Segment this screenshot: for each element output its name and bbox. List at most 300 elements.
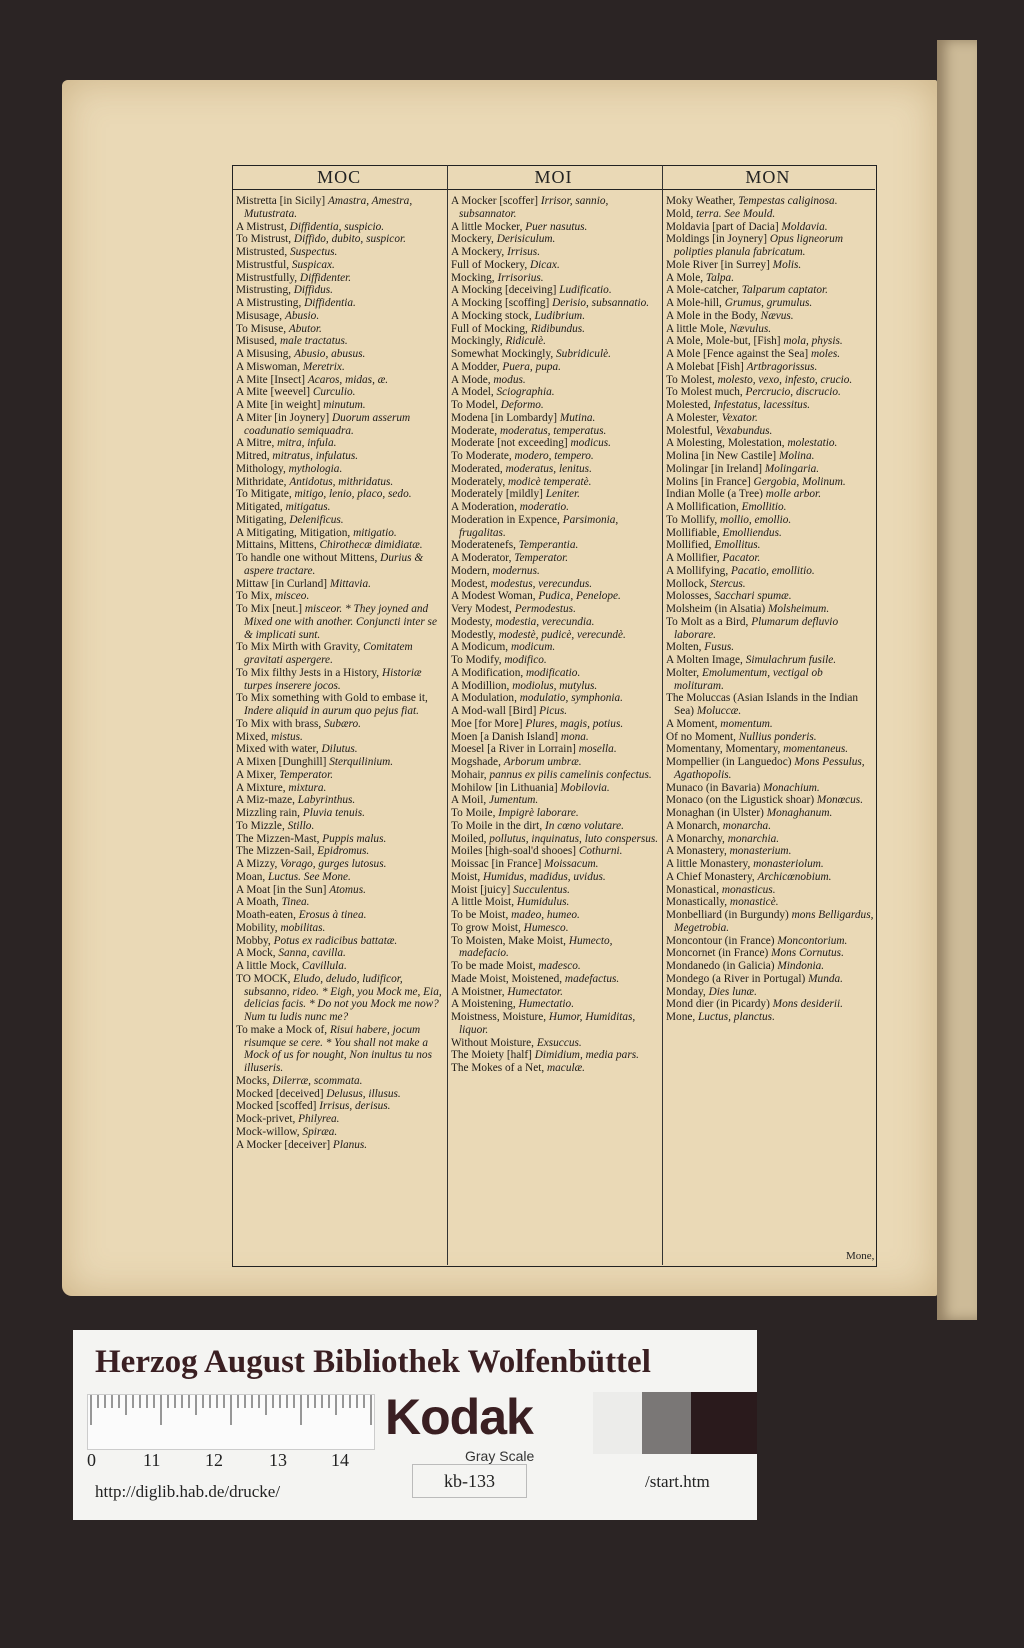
dictionary-entry <box>666 386 874 399</box>
entry-latin: Puppis malus. <box>322 832 387 845</box>
dictionary-entry <box>666 284 874 297</box>
entry-latin: Atomus. <box>329 883 366 896</box>
dictionary-entry <box>666 743 874 756</box>
entry-latin: Indere aliquid in aurum quo pejus fiat. <box>244 705 419 717</box>
entry-latin: Irrisus, derisus. <box>319 1100 391 1113</box>
entry-latin: minutum. <box>323 399 366 411</box>
entry-latin: Sacchari spumæ. <box>714 590 792 603</box>
dictionary-entry <box>451 386 661 399</box>
entry-headword: To Moile in the dirt, <box>451 819 545 832</box>
dictionary-entry <box>451 680 661 693</box>
running-heads <box>232 165 875 190</box>
dictionary-entry <box>236 233 446 246</box>
entry-headword: Mitred, <box>236 450 273 462</box>
entry-latin: Curculio. <box>312 386 356 399</box>
dictionary-entry <box>451 718 661 731</box>
entry-latin: Sciographia. <box>496 386 555 399</box>
entry-latin: mixtura. <box>288 781 327 794</box>
entry-headword: To Mix with brass, <box>236 717 325 730</box>
dictionary-entry <box>451 259 661 272</box>
entry-latin: Epidromus. <box>317 845 370 858</box>
entry-latin: Delusus, illusus. <box>326 1087 401 1100</box>
dictionary-entry <box>236 195 446 221</box>
entry-latin: Irrisorius. <box>497 271 544 284</box>
entry-latin: Leniter. <box>545 488 580 501</box>
entry-latin: Sterquilinium. <box>329 756 394 768</box>
dictionary-entry <box>236 833 446 846</box>
dictionary-entry <box>451 807 661 820</box>
dictionary-entry <box>666 731 874 744</box>
entry-headword: To Mix something with Gold to embase it, <box>236 692 428 705</box>
entry-latin: Chirothecæ dimidiatæ. <box>319 539 423 552</box>
dictionary-entry <box>236 335 446 348</box>
dictionary-entry <box>451 323 661 336</box>
entry-headword: Mobby, <box>236 934 274 947</box>
dictionary-entry <box>236 374 446 387</box>
dictionary-entry <box>236 437 446 450</box>
dictionary-entry <box>236 718 446 731</box>
dictionary-entry <box>666 973 874 986</box>
entry-headword: A Mocker [scoffer] <box>451 195 541 207</box>
dictionary-entry <box>666 871 874 884</box>
entry-latin: mitigatio. <box>353 526 397 539</box>
entry-headword: Modern, <box>451 564 493 577</box>
entry-latin: Gergobia, Molinum. <box>753 475 846 488</box>
dictionary-entry <box>451 1062 661 1075</box>
entry-latin: Dilutus. <box>321 743 358 756</box>
entry-headword: Made Moist, Moistened, <box>451 972 565 985</box>
entry-latin: In cœno volutare. <box>544 819 624 832</box>
dictionary-entry <box>236 896 446 909</box>
dictionary-entry <box>666 947 874 960</box>
entry-headword: Mithridate, <box>236 475 290 488</box>
entry-latin: Derisiculum. <box>496 233 556 246</box>
entry-latin: mitigatus. <box>285 501 331 513</box>
entry-latin: Monaghanum. <box>766 807 833 819</box>
entry-headword: Without Moisture, <box>451 1036 537 1049</box>
dictionary-entry <box>451 845 661 858</box>
entry-headword: A Model, <box>451 386 497 399</box>
entry-latin: Pacatio, emollitio. <box>730 564 815 577</box>
entry-headword: A Mock, <box>236 947 279 960</box>
entry-headword: Molestful, <box>666 424 716 437</box>
entry-headword: Mockingly, <box>451 335 506 348</box>
entry-headword: To make a Mock of, <box>236 1023 330 1036</box>
entry-headword: Mistrustfully, <box>236 271 300 284</box>
entry-latin: Diffidus. <box>293 284 333 297</box>
entry-headword: To Mizzle, <box>236 819 288 832</box>
dictionary-entry <box>666 692 874 718</box>
entry-headword: Moderated, <box>451 462 506 475</box>
entry-headword: Mondego (a River in Portugal) <box>666 972 809 985</box>
entry-headword: Mole River [in Surrey] <box>666 258 773 271</box>
entry-headword: Mock-willow, <box>236 1125 303 1138</box>
entry-latin: modernus. <box>492 564 540 577</box>
entry-latin: Succulentus. <box>513 883 570 896</box>
entry-latin: modifico. <box>504 654 547 666</box>
entry-latin: Puera, pupa. <box>502 360 562 373</box>
dictionary-entry <box>236 284 446 297</box>
dictionary-entry <box>666 794 874 807</box>
dictionary-entry <box>451 871 661 884</box>
entry-latin: Emollitus. <box>714 539 761 552</box>
entry-latin: Erosus à tinea. <box>298 909 367 921</box>
entry-headword: Mithology, <box>236 462 289 475</box>
entry-latin: monasticus. <box>721 883 776 896</box>
entry-latin: Moncontorium. <box>777 934 848 947</box>
entry-headword: Moldavia [part of Dacia] <box>666 220 782 233</box>
entry-headword: A Moat [in the Sun] <box>236 883 330 896</box>
dictionary-entry <box>666 858 874 871</box>
entry-headword: A Monarchy, <box>666 832 728 845</box>
entry-headword: A Mole [Fence against the Sea] <box>666 348 811 360</box>
entry-headword: Moath-eaten, <box>236 909 299 921</box>
entry-headword: To Moile, <box>451 807 499 819</box>
entry-headword: Mone, <box>666 1011 699 1023</box>
dictionary-entry <box>451 361 661 374</box>
dictionary-entry <box>236 769 446 782</box>
entry-headword: A Modulation, <box>451 692 520 705</box>
dictionary-entry <box>451 297 661 310</box>
entry-headword: Mollified, <box>666 539 715 552</box>
dictionary-entry <box>666 539 874 552</box>
dictionary-entry <box>451 412 661 425</box>
dictionary-entry <box>236 463 446 476</box>
entry-headword: A little Mole, <box>666 322 730 335</box>
dictionary-entry <box>236 590 446 603</box>
dictionary-entry <box>236 731 446 744</box>
entry-latin: Exsuccus. <box>536 1036 582 1049</box>
entry-headword: Mocked [deceived] <box>236 1087 327 1100</box>
dictionary-entry <box>236 692 446 718</box>
entry-latin: madesco. <box>538 960 581 972</box>
entry-latin: Duorum asserum coadunatio semiquadra. <box>244 411 411 437</box>
entry-latin: misceo. <box>275 590 310 603</box>
dictionary-entry <box>451 195 661 221</box>
dictionary-entry <box>451 986 661 999</box>
entry-headword: Full of Mocking, <box>451 322 531 335</box>
entry-latin: mosella. <box>578 743 617 756</box>
dictionary-entry <box>451 922 661 935</box>
entry-latin: monarcha. <box>722 819 772 832</box>
entry-latin: male tractatus. <box>279 335 348 348</box>
entry-headword: Monastically, <box>666 896 730 909</box>
dictionary-entry <box>451 488 661 501</box>
entry-latin: Ludificatio. <box>559 284 612 297</box>
dictionary-entry <box>236 578 446 591</box>
entry-headword: Mollifiable, <box>666 526 723 539</box>
entry-latin: terra. See Mould. <box>696 207 776 220</box>
dictionary-entry <box>236 782 446 795</box>
dictionary-entry <box>451 1011 661 1037</box>
entry-headword: A Monarch, <box>666 819 723 832</box>
entry-headword: To grow Moist, <box>451 921 524 934</box>
running-head-right: MON <box>745 167 791 187</box>
entry-headword: Moan, <box>236 870 269 883</box>
entry-headword: A Mocker [deceiver] <box>236 1138 333 1151</box>
dictionary-entry <box>666 718 874 731</box>
entry-headword: A Moderation, <box>451 501 520 513</box>
dictionary-entry <box>451 514 661 540</box>
entry-latin: modestia, verecundia. <box>495 615 595 628</box>
entry-latin: Antidotus, mithridatus. <box>289 475 394 488</box>
entry-headword: Of no Moment, <box>666 730 739 743</box>
entry-headword: A Mixture, <box>236 781 289 794</box>
dictionary-entry <box>451 782 661 795</box>
entry-latin: Cothurni. <box>578 845 623 858</box>
entry-headword: The Moiety [half] <box>451 1049 535 1062</box>
start-path: /start.htm <box>645 1472 710 1491</box>
entry-headword: A Mode, <box>451 373 494 386</box>
dictionary-entry <box>451 310 661 323</box>
dictionary-entry <box>236 807 446 820</box>
entry-headword: A Monastery, <box>666 845 730 858</box>
entry-headword: To Mitigate, <box>236 488 295 501</box>
entry-latin: Delenificus. <box>289 513 344 526</box>
entry-latin: Ridibundus. <box>530 322 586 335</box>
dictionary-entry <box>666 361 874 374</box>
entry-latin: Emolliendus. <box>722 526 782 539</box>
dictionary-entry <box>666 935 874 948</box>
entry-headword: Mizzling rain, <box>236 807 303 819</box>
dictionary-entry <box>451 743 661 756</box>
dictionary-entry <box>236 361 446 374</box>
entry-headword: Moncornet (in France) <box>666 947 772 960</box>
entry-headword: Molins [in France] <box>666 475 754 488</box>
entry-headword: A Modder, <box>451 360 503 373</box>
entry-latin: Mons Cornutus. <box>771 947 844 960</box>
entry-headword: Mocked [scoffed] <box>236 1100 320 1113</box>
dictionary-entry <box>666 233 874 259</box>
entry-latin: Nævus. <box>760 309 794 322</box>
entry-latin: Irrisus. <box>507 246 541 258</box>
dictionary-entry <box>451 731 661 744</box>
dictionary-entry <box>451 603 661 616</box>
entry-headword: Moist, <box>451 870 484 883</box>
entry-headword: A Mole-catcher, <box>666 284 742 297</box>
catchword: Mone, <box>846 1250 875 1262</box>
entry-latin: modificatio. <box>526 666 581 679</box>
entry-headword: A Miz-maze, <box>236 794 298 807</box>
entry-headword: Moissac [in France] <box>451 858 545 870</box>
dictionary-entry <box>666 654 874 667</box>
entry-headword: A Mole-hill, <box>666 297 725 309</box>
dictionary-entry <box>451 539 661 552</box>
entry-headword: Modena [in Lombardy] <box>451 411 560 424</box>
dictionary-entry <box>451 705 661 718</box>
entry-latin: molestatio. <box>787 437 838 450</box>
entry-latin: monasteriolum. <box>753 858 824 870</box>
entry-headword: Mondanedo (in Galicia) <box>666 960 778 972</box>
entry-headword: Moe [for More] <box>451 717 526 730</box>
entry-latin: modicus. <box>570 437 611 450</box>
entry-latin: Cavillula. <box>301 960 347 972</box>
entry-latin: modicum. <box>510 641 556 654</box>
dictionary-entry <box>451 629 661 642</box>
entry-latin: Nævulus. <box>729 322 772 335</box>
entry-latin: Abutor. <box>288 322 322 335</box>
dictionary-entry <box>451 476 661 489</box>
entry-latin: Humectator. <box>507 985 563 998</box>
dictionary-entry <box>236 476 446 489</box>
entry-headword: A Modillion, <box>451 679 513 692</box>
entry-headword: To Molt as a Bird, <box>666 615 752 628</box>
entry-headword: Somewhat Mockingly, <box>451 348 557 360</box>
dictionary-entry <box>451 590 661 603</box>
dictionary-entry <box>666 565 874 578</box>
entry-latin: Puer nasutus. <box>525 220 588 233</box>
entry-headword: A Miter [in Joynery] <box>236 411 333 424</box>
entry-headword: The Mokes of a Net, <box>451 1062 547 1074</box>
entry-headword: To Molest much, <box>666 386 746 399</box>
entry-latin: Acaros, midas, æ. <box>307 373 389 386</box>
entry-latin: Dicax. <box>529 258 560 271</box>
entry-latin: Mobilovia. <box>560 781 610 794</box>
dictionary-entry <box>236 412 446 438</box>
entry-headword: Moderation in Expence, <box>451 513 563 526</box>
entry-headword: A Misusing, <box>236 348 295 360</box>
entry-headword: The Moluccas (Asian Islands in the Indian Sea) <box>666 692 858 717</box>
entry-latin: Emolumentum, vectigal ob molituram. <box>674 666 823 692</box>
entry-latin: Humidulus. <box>516 896 570 909</box>
dictionary-entry <box>236 603 446 641</box>
entry-latin: Vorago, gurges lutosus. <box>280 858 387 870</box>
dictionary-entry <box>236 259 446 272</box>
entry-latin: Talpa. <box>705 271 735 284</box>
library-target-card <box>73 1330 757 1520</box>
dictionary-entry <box>666 335 874 348</box>
entry-latin: Pacator. <box>722 552 761 564</box>
dictionary-entry <box>451 820 661 833</box>
dictionary-entry <box>451 335 661 348</box>
entry-latin: moderatus, temperatus. <box>499 424 607 437</box>
entry-headword: Mockery, <box>451 233 497 246</box>
entry-latin: Durius & aspere tractare. <box>244 552 424 577</box>
entry-latin: Stercus. <box>709 577 746 590</box>
dictionary-entry <box>451 692 661 705</box>
column-1 <box>236 195 446 1151</box>
dictionary-entry <box>666 527 874 540</box>
dictionary-entry <box>236 297 446 310</box>
entry-headword: A Mockery, <box>451 246 508 258</box>
entry-headword: Mistrusting, <box>236 284 294 297</box>
dictionary-entry <box>236 884 446 897</box>
entry-headword: To Mix, <box>236 590 276 603</box>
entry-latin: modiolus, mutylus. <box>512 679 598 692</box>
dictionary-entry <box>451 616 661 629</box>
dictionary-entry <box>666 667 874 693</box>
dictionary-entry <box>451 565 661 578</box>
dictionary-entry <box>236 973 446 1024</box>
entry-headword: To Mollify, <box>666 513 721 526</box>
entry-latin: Talparum captator. <box>741 284 828 297</box>
dictionary-entry <box>451 884 661 897</box>
entry-latin: Artbragorissus. <box>746 360 818 373</box>
entry-latin: Infestatus, lacessitus. <box>713 399 811 411</box>
entry-latin: Humesco. <box>523 921 569 934</box>
ruler <box>87 1394 375 1450</box>
entry-latin: Vexabundus. <box>715 424 773 437</box>
entry-latin: Irrisor, sannio, subsannator. <box>459 195 609 220</box>
entry-headword: Mixed, <box>236 730 272 743</box>
entry-headword: Moen [a Danish Island] <box>451 730 561 743</box>
entry-headword: Mock-privet, <box>236 1113 299 1125</box>
dictionary-entry <box>666 437 874 450</box>
entry-latin: Sanna, cavilla. <box>278 947 346 960</box>
entry-latin: mobilitas. <box>280 921 326 934</box>
dictionary-entry <box>666 1011 874 1024</box>
dictionary-entry <box>451 858 661 871</box>
entry-headword: Mittains, Mittens, <box>236 539 320 552</box>
running-head-center: MOI <box>534 167 573 187</box>
dictionary-entry <box>666 476 874 489</box>
entry-latin: Abusio. <box>284 309 320 322</box>
entry-headword: A Mistrusting, <box>236 297 305 309</box>
entry-latin: Abusio, abusus. <box>294 348 366 360</box>
dictionary-entry <box>451 399 661 412</box>
entry-headword: A Mitre, <box>236 437 278 450</box>
entry-headword: A Molebat [Fish] <box>666 360 747 373</box>
entry-headword: Molested, <box>666 399 714 411</box>
entry-headword: A Moderator, <box>451 552 515 564</box>
dictionary-entry <box>666 884 874 897</box>
entry-headword: Moderate, <box>451 424 500 437</box>
entry-latin: Meretrix. <box>302 360 345 373</box>
dictionary-entry <box>666 514 874 527</box>
entry-headword: Very Modest, <box>451 603 515 615</box>
entry-headword: A Mocking stock, <box>451 309 535 322</box>
entry-headword: Mocking, <box>451 271 498 284</box>
entry-latin: Plumarum defluvio laborare. <box>674 615 839 641</box>
ruler-number: 0 <box>87 1450 96 1470</box>
dictionary-entry <box>666 641 874 654</box>
entry-latin: maculæ. <box>547 1062 585 1074</box>
entry-latin: mitigo, lenio, placo, sedo. <box>294 488 412 501</box>
dictionary-entry <box>666 782 874 795</box>
dictionary-entry <box>451 578 661 591</box>
entry-headword: A Molesting, Molestation, <box>666 437 788 450</box>
entry-latin: Temperator. <box>279 768 334 781</box>
dictionary-entry <box>666 374 874 387</box>
ruler-number: 13 <box>269 1450 287 1470</box>
dictionary-entry <box>666 756 874 782</box>
entry-headword: A Moath, <box>236 896 282 909</box>
entry-headword: To be Moist, <box>451 909 512 921</box>
dictionary-entry <box>236 960 446 973</box>
entry-headword: Mistretta [in Sicily] <box>236 195 328 207</box>
entry-latin: Eludo, deludo, ludificor, subsanno, rideo. * Eigh, you Mock me, Eia, delicias facis. * Do not you Mock me now? Num tu ludis nunc me? <box>244 972 442 1023</box>
entry-latin: Parsimonia, frugalitas. <box>459 513 619 539</box>
entry-latin: Diffidentia, suspicio. <box>289 220 385 233</box>
dictionary-entry <box>236 514 446 527</box>
library-url: http://diglib.hab.de/drucke/ <box>95 1482 281 1501</box>
dictionary-entry <box>236 348 446 361</box>
entry-latin: Amastra, Amestra, Mutustrata. <box>244 195 413 220</box>
entry-headword: Modest, <box>451 577 491 590</box>
dictionary-entry <box>666 603 874 616</box>
entry-headword: Monaco (on the Ligustick shoar) <box>666 794 817 807</box>
entry-latin: Planus. <box>332 1138 368 1151</box>
entry-headword: To be made Moist, <box>451 960 539 972</box>
entry-headword: Moncontour (in France) <box>666 934 778 947</box>
entry-headword: A Mite [Insect] <box>236 373 308 386</box>
dictionary-entry <box>666 807 874 820</box>
dictionary-entry <box>236 488 446 501</box>
dictionary-entry <box>666 833 874 846</box>
entry-headword: A Moistner, <box>451 985 508 998</box>
dictionary-entry <box>666 450 874 463</box>
dictionary-entry <box>236 845 446 858</box>
